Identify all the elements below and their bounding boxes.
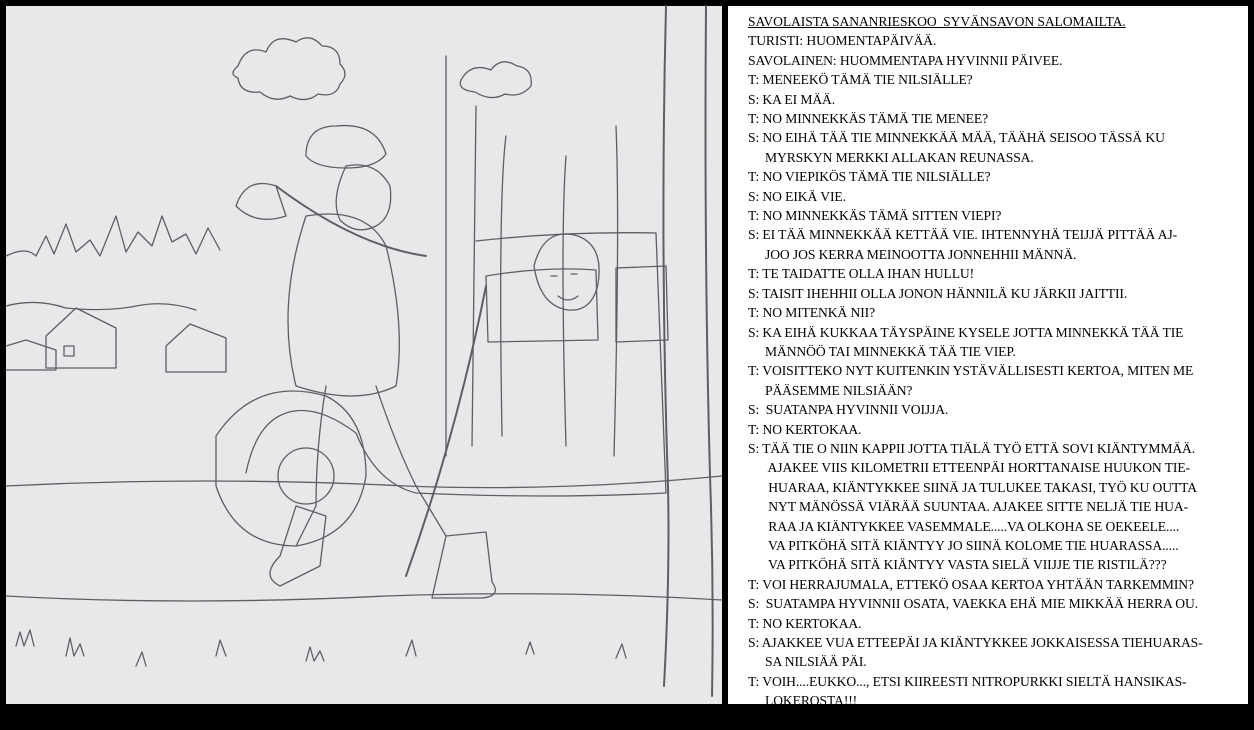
- dialogue-line: S: NO EIKÄ VIE.: [748, 188, 846, 204]
- dialogue-line: S: KA EIHÄ KUKKAA TÄYSPÄINE KYSELE JOTTA MINNEKKÄ TÄÄ TIE: [748, 324, 1184, 340]
- tree-trunk: [663, 6, 668, 686]
- grass: [16, 630, 626, 666]
- man-boot: [432, 532, 495, 598]
- dialogue-line: S: SUATAMPA HYVINNII OSATA, VAEKKA EHÄ MIE MIKKÄÄ HERRA OU.: [748, 596, 1199, 612]
- car-window: [486, 269, 598, 342]
- house: [166, 324, 226, 372]
- tree-trunk: [706, 6, 713, 696]
- dialogue-line: T: NO MINNEKKÄS TÄMÄ SITTEN VIEPI?: [748, 208, 1002, 224]
- pencil-illustration: [6, 6, 722, 704]
- dialogue-line-continuation: MYRSKYN MERKKI ALLAKAN REUNASSA.: [765, 149, 1034, 165]
- dialogue-line: S: KA EI MÄÄ.: [748, 91, 836, 107]
- dialogue-line-continuation: AJAKEE VIIS KILOMETRII ETTEENPÄI HORTTANAISE HUUKON TIE-: [765, 460, 1190, 476]
- dialogue-line: S: SUATANPA HYVINNII VOIJJA.: [748, 402, 949, 418]
- tree: [472, 106, 476, 446]
- dialogue-line-continuation: VA PITKÖHÄ SITÄ KIÄNTYY VASTA SIELÄ VIIJJE TIE RISTILÄ???: [765, 557, 1167, 573]
- dialogue-line-continuation: LOKEROSTA!!!: [765, 693, 858, 709]
- car-hubcap: [278, 448, 334, 504]
- axe-handle: [276, 186, 426, 256]
- dialogue-line: T: VOIH....EUKKO..., ETSI KIIREESTI NITROPURKKI SIELTÄ HANSIKAS-: [748, 673, 1187, 689]
- dialogue-line-continuation: JOO JOS KERRA MEINOOTTA JONNEHHII MÄNNÄ.: [765, 246, 1077, 262]
- dialogue-line: S: NO EIHÄ TÄÄ TIE MINNEKKÄÄ MÄÄ, TÄÄHÄ SEISOO TÄSSÄ KU: [748, 130, 1165, 146]
- tree: [563, 156, 566, 446]
- dialogue: [748, 12, 1244, 730]
- house: [6, 340, 56, 370]
- man-head: [336, 165, 391, 230]
- dialogue-line-continuation: MÄNNÖÖ TAI MINNEKKÄ TÄÄ TIE VIEP.: [765, 343, 1016, 359]
- dialogue-line: T: VOI HERRAJUMALA, ETTEKÖ OSAA KERTOA YHTÄÄN TARKEMMIN?: [748, 576, 1194, 592]
- text-panel: [728, 6, 1248, 728]
- tourist-head: [534, 234, 599, 310]
- cloud: [233, 38, 345, 100]
- dialogue-line-continuation: PÄÄSEMME NILSIÄÄN?: [765, 382, 913, 398]
- dialogue-line-continuation: NYT MÄNÖSSÄ VIÄRÄÄ SUUNTAA. AJAKEE SITTE NELJÄ TIE HUA-: [765, 499, 1189, 515]
- dialogue-line: T: MENEEKÖ TÄMÄ TIE NILSIÄLLE?: [748, 72, 973, 88]
- treeline: [6, 302, 196, 310]
- treeline: [6, 216, 220, 256]
- dialogue-line: S: TÄÄ TIE O NIIN KAPPII JOTTA TIÄLÄ TYÖ ETTÄ SOVI KIÄNTYMMÄÄ.: [748, 440, 1196, 456]
- dialogue-line: T: NO KERTOKAA.: [748, 421, 862, 437]
- dialogue-line: T: NO MINNEKKÄS TÄMÄ TIE MENEE?: [748, 111, 989, 127]
- dialogue-line: S: EI TÄÄ MINNEKKÄÄ KETTÄÄ VIE. IHTENNYHÄ TEIJJÄ PITTÄÄ AJ-: [748, 227, 1178, 243]
- dialogue-line: T: NO MITENKÄ NII?: [748, 305, 876, 321]
- man-hat: [306, 126, 386, 168]
- document-title: SAVOLAISTA SANANRIESKOO SYVÄNSAVON SALOMAILTA.: [748, 14, 1126, 29]
- dialogue-line-continuation: VA PITKÖHÄ SITÄ KIÄNTYY JO SIINÄ KOLOME TIE HUARASSA.....: [765, 537, 1179, 553]
- tourist-face: [551, 274, 578, 300]
- tree: [501, 136, 506, 436]
- dialogue-line-continuation: RAA JA KIÄNTYKKEE VASEMMALE.....VA OLKOHA SE OEKEELE....: [765, 518, 1180, 534]
- dialogue-line: S: AJAKKEE VUA ETTEEPÄI JA KIÄNTYKKEE JOKKAISESSA TIEHUARAS-: [748, 635, 1203, 650]
- man-body: [288, 214, 399, 396]
- dialogue-line: TURISTI: HUOMENTAPÄIVÄÄ.: [748, 33, 937, 49]
- car-body: [246, 233, 666, 496]
- dialogue-line: T: VOISITTEKO NYT KUITENKIN YSTÄVÄLLISESTI KERTOA, MITEN ME: [748, 363, 1194, 379]
- dialogue-line-continuation: SA NILSIÄÄ PÄI.: [765, 654, 867, 670]
- dialogue-line: S: TAISIT IHEHHII OLLA JONON HÄNNILÄ KU JÄRKII JAITTII.: [748, 285, 1128, 301]
- cloud: [460, 62, 531, 98]
- road: [6, 594, 722, 601]
- dialogue-line: T: NO KERTOKAA.: [748, 615, 862, 631]
- illustration-drawing: [6, 6, 722, 704]
- dialogue-line: T: TE TAIDATTE OLLA IHAN HULLU!: [748, 266, 975, 282]
- dialogue-line: SAVOLAINEN: HUOMMENTAPA HYVINNII PÄIVEE.: [748, 52, 1063, 68]
- dialogue-line: S: NO MIKÄ SILLE NYT TUL???: [748, 712, 939, 728]
- dialogue-line: T: NO VIEPIKÖS TÄMÄ TIE NILSIÄLLE?: [748, 169, 991, 185]
- dialogue-line-continuation: HUARAA, KIÄNTYKKEE SIINÄ JA TULUKEE TAKASI, TYÖ KU OUTTA: [765, 479, 1198, 495]
